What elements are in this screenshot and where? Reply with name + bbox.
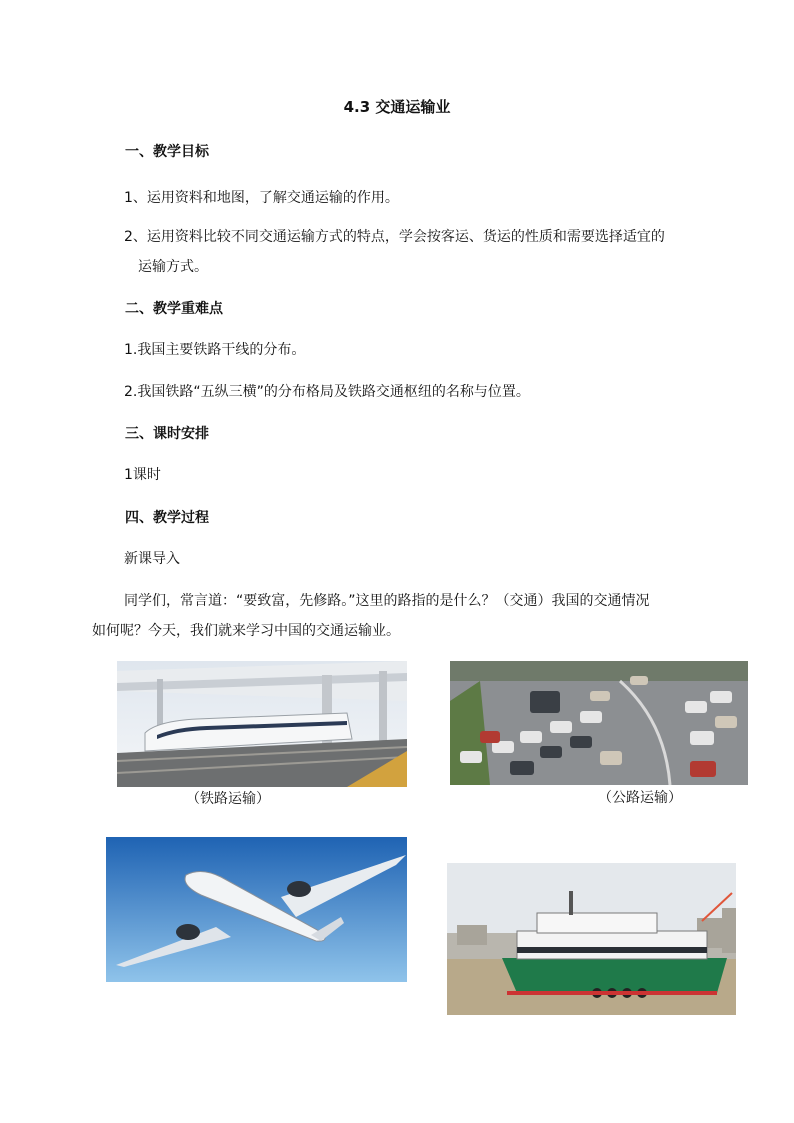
goal-item-2-line-2: 运输方式。 [138, 259, 208, 275]
section-heading-process: 四、教学过程 [125, 510, 209, 526]
airplane-photo [106, 837, 407, 982]
intro-label: 新课导入 [124, 551, 180, 567]
ferry-ship-photo [447, 863, 736, 1015]
intro-paragraph-line-2: 如何呢？今天，我们就来学习中国的交通运输业。 [92, 623, 400, 639]
railway-photo [117, 661, 407, 787]
schedule-hours: 1课时 [124, 467, 161, 483]
document-title: 4.3 交通运输业 [343, 98, 451, 116]
goal-item-1: 1、运用资料和地图，了解交通运输的作用。 [124, 190, 399, 206]
intro-paragraph-line-1: 同学们，常言道：“要致富，先修路。”这里的路指的是什么？（交通）我国的交通情况 [124, 593, 650, 609]
road-traffic-photo [450, 661, 748, 785]
key-point-1: 1.我国主要铁路干线的分布。 [124, 342, 306, 358]
key-point-2: 2.我国铁路“五纵三横”的分布格局及铁路交通枢纽的名称与位置。 [124, 384, 530, 400]
railway-caption: （铁路运输） [186, 791, 270, 807]
goal-item-2-line-1: 2、运用资料比较不同交通运输方式的特点，学会按客运、货运的性质和需要选择适宜的 [124, 229, 665, 245]
road-caption: （公路运输） [598, 790, 682, 806]
section-heading-schedule: 三、课时安排 [125, 426, 209, 442]
section-heading-goals: 一、教学目标 [125, 144, 209, 160]
section-heading-key-points: 二、教学重难点 [125, 301, 223, 317]
